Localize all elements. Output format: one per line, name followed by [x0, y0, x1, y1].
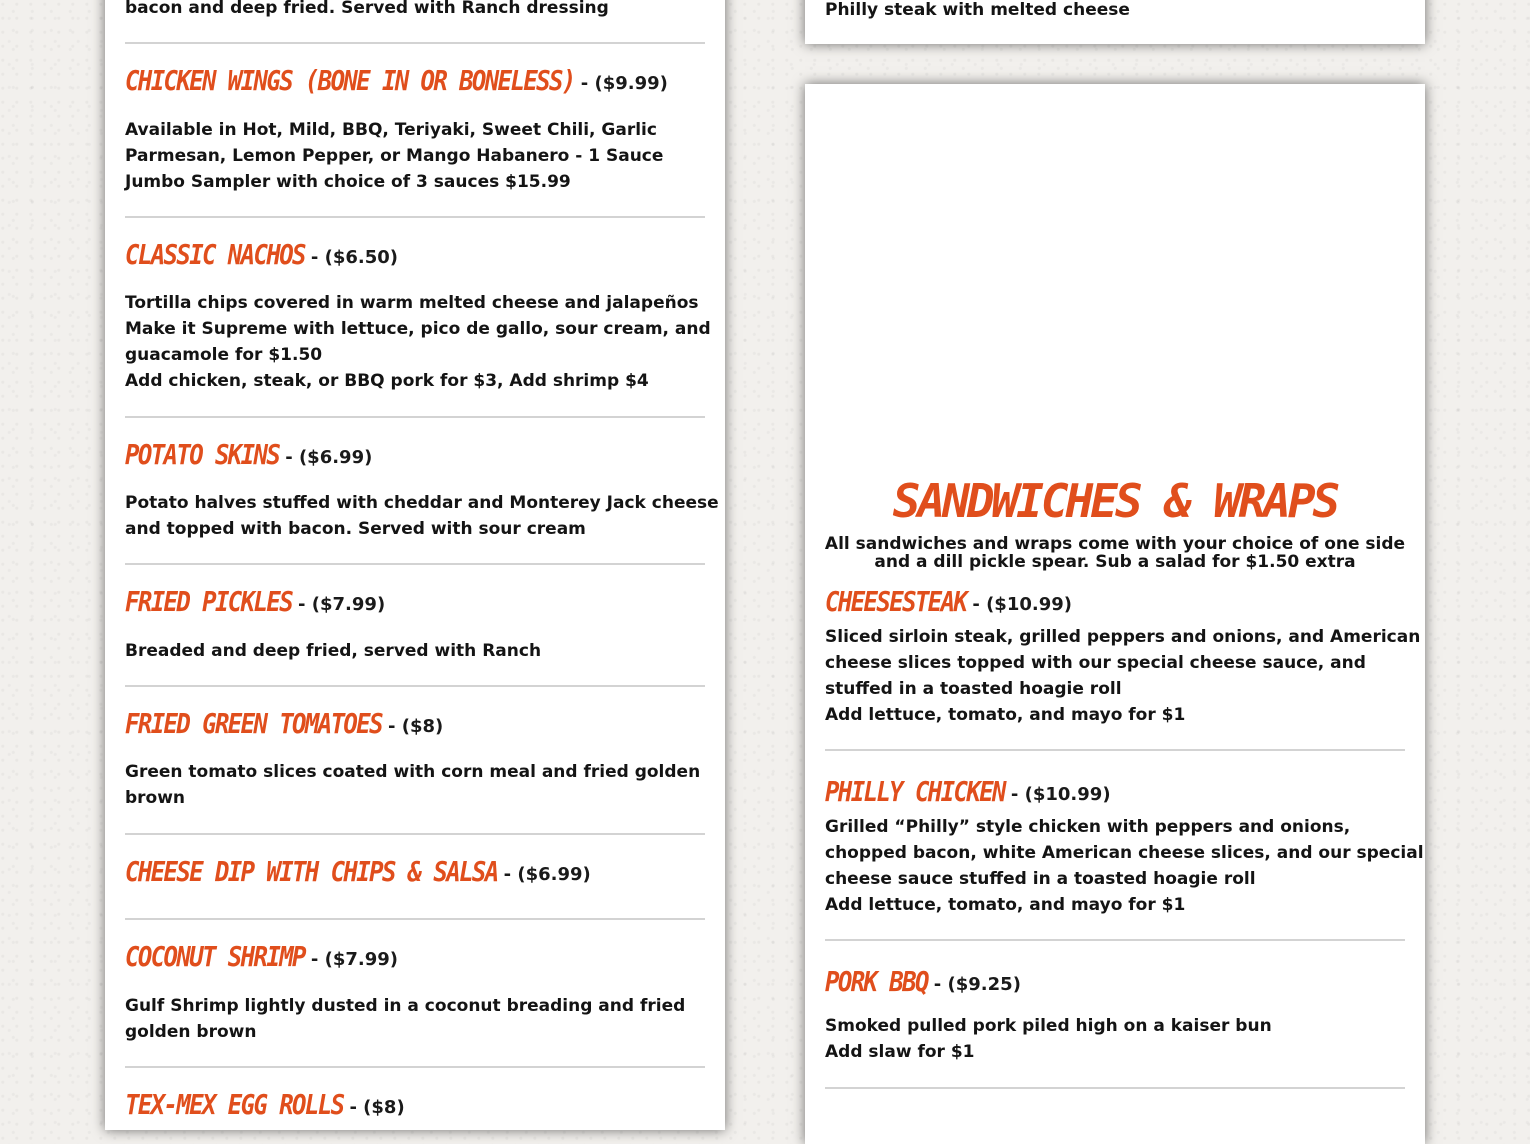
- item-name: FRIED PICKLES: [125, 585, 293, 619]
- section-intro: [805, 535, 1425, 571]
- item-price: - ($10.99): [972, 594, 1072, 615]
- item-name: CHICKEN WINGS (BONE IN OR BONELESS): [125, 64, 575, 98]
- item-name: CHEESE DIP WITH CHIPS & SALSA: [125, 855, 498, 889]
- item-name: FRIED GREEN TOMATOES: [125, 707, 382, 741]
- previous-section-panel: [805, 0, 1425, 44]
- item-description: [125, 290, 711, 394]
- description-line: chopped bacon, white American cheese slices, and our special: [825, 843, 1424, 863]
- section-image-area: [805, 84, 1425, 464]
- description-line: Add lettuce, tomato, and mayo for $1: [825, 705, 1186, 725]
- item-description: [125, 117, 663, 195]
- item-description: [825, 624, 1420, 728]
- item-description: [825, 0, 1130, 23]
- menu-item-title: [825, 585, 1072, 619]
- item-description: [125, 0, 609, 21]
- description-line: Add slaw for $1: [825, 1042, 975, 1062]
- description-line: Grilled “Philly” style chicken with peppers and onions,: [825, 817, 1351, 837]
- menu-item-title: [125, 707, 444, 741]
- divider: [825, 939, 1405, 941]
- description-line: brown: [125, 788, 186, 808]
- item-price: - ($6.50): [310, 247, 399, 268]
- item-price: - ($6.99): [503, 864, 591, 885]
- item-description: [125, 638, 541, 664]
- description-line: Add lettuce, tomato, and mayo for $1: [825, 895, 1186, 915]
- description-line: Smoked pulled pork piled high on a kaiser bun: [825, 1016, 1272, 1036]
- description-line: Green tomato slices coated with corn meal and fried golden: [125, 762, 701, 782]
- item-description: [825, 1013, 1272, 1065]
- menu-item-title: [125, 855, 591, 889]
- description-line: guacamole for $1.50: [125, 345, 323, 365]
- divider: [125, 685, 705, 687]
- description-line: Available in Hot, Mild, BBQ, Teriyaki, Sweet Chili, Garlic: [125, 120, 657, 140]
- item-description: [825, 814, 1424, 918]
- description-line: Parmesan, Lemon Pepper, or Mango Habanero - 1 Sauce: [125, 146, 664, 166]
- description-line: Sliced sirloin steak, grilled peppers and onions, and American: [825, 627, 1421, 647]
- description-line: stuffed in a toasted hoagie roll: [825, 679, 1122, 699]
- item-price: - ($8): [349, 1097, 405, 1118]
- description-line: Potato halves stuffed with cheddar and Monterey Jack cheese: [125, 493, 719, 513]
- item-description: [125, 993, 685, 1045]
- divider: [125, 1066, 705, 1068]
- description-line: Jumbo Sampler with choice of 3 sauces $15.99: [125, 172, 571, 192]
- description-line: cheese slices topped with our special cheese sauce, and: [825, 653, 1366, 673]
- item-name: CHEESESTEAK: [825, 585, 967, 619]
- description-line: Add chicken, steak, or BBQ pork for $3, Add shrimp $4: [125, 371, 649, 391]
- section-title: SANDWICHES & WRAPS: [892, 474, 1338, 528]
- item-name: CLASSIC NACHOS: [125, 238, 305, 272]
- menu-item-title: [825, 965, 1021, 999]
- divider: [125, 216, 705, 218]
- description-line: Breaded and deep fried, served with Ranch: [125, 641, 542, 661]
- divider: [125, 563, 705, 565]
- menu-item-title: [125, 64, 668, 98]
- divider: [825, 1087, 1405, 1089]
- description-line: and topped with bacon. Served with sour cream: [125, 519, 586, 539]
- sandwiches-panel: [805, 84, 1425, 1144]
- divider: [125, 833, 705, 835]
- item-description: [125, 759, 700, 811]
- menu-item-title: [125, 238, 399, 272]
- appetizers-panel: [105, 0, 725, 1130]
- menu-item-title: [825, 775, 1111, 809]
- item-price: - ($8): [388, 716, 444, 737]
- item-price: - ($7.99): [310, 949, 399, 970]
- menu-item-title: [125, 1088, 405, 1122]
- divider: [125, 918, 705, 920]
- description-line: Make it Supreme with lettuce, pico de gallo, sour cream, and: [125, 319, 711, 339]
- divider: [125, 416, 705, 418]
- description-line: Tortilla chips covered in warm melted cheese and jalapeños: [125, 293, 699, 313]
- item-price: - ($9.25): [933, 974, 1021, 995]
- menu-item-title: [125, 438, 373, 472]
- divider: [825, 749, 1405, 751]
- intro-line: and a dill pickle spear. Sub a salad for $1.50 extra: [874, 552, 1356, 572]
- item-name: POTATO SKINS: [125, 438, 280, 472]
- item-name: PHILLY CHICKEN: [825, 775, 1005, 809]
- item-price: - ($7.99): [298, 594, 386, 615]
- description-line: bacon and deep fried. Served with Ranch dressing: [125, 0, 609, 18]
- intro-line: All sandwiches and wraps come with your choice of one side: [824, 534, 1406, 554]
- item-name: COCONUT SHRIMP: [125, 940, 305, 974]
- description-line: Philly steak with melted cheese: [825, 0, 1130, 20]
- menu-item-title: [125, 940, 399, 974]
- menu-item-title: [125, 585, 386, 619]
- description-line: golden brown: [125, 1022, 257, 1042]
- divider: [125, 42, 705, 44]
- item-price: - ($6.99): [285, 447, 373, 468]
- item-price: - ($10.99): [1010, 784, 1111, 805]
- item-price: - ($9.99): [580, 73, 668, 94]
- item-name: TEX-MEX EGG ROLLS: [125, 1088, 344, 1122]
- description-line: Gulf Shrimp lightly dusted in a coconut breading and fried: [125, 996, 686, 1016]
- description-line: cheese sauce stuffed in a toasted hoagie roll: [825, 869, 1256, 889]
- item-name: PORK BBQ: [825, 965, 928, 999]
- item-description: [125, 490, 719, 542]
